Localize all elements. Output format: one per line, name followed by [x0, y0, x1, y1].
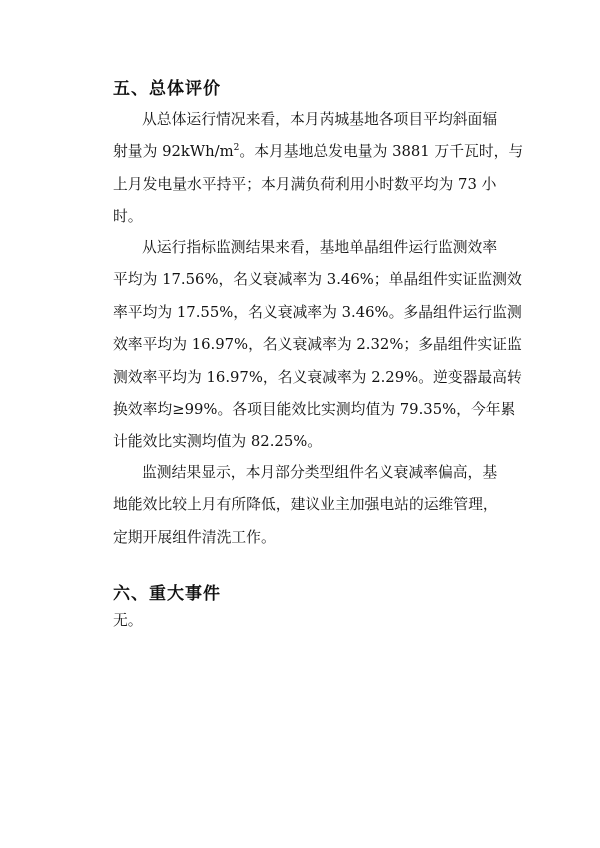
text-span: 。本月基地总发电量为 3881 万千瓦时，与 [239, 143, 524, 161]
paragraph-monitoring-results [113, 232, 522, 459]
text-line: 率平均为 17.55%，名义衰减率为 3.46%。多晶组件运行监测 [113, 303, 522, 321]
text-line: 无。 [113, 612, 143, 629]
text-line: 地能效比较上月有所降低，建议业主加强电站的运维管理， [113, 496, 498, 514]
paragraph-overall-operation [113, 104, 524, 234]
text-line: 测效率平均为 16.97%，名义衰减率为 2.29%。逆变器最高转 [113, 368, 522, 386]
text-line: 平均为 17.56%，名义衰减率为 3.46%；单晶组件实证监测效 [113, 271, 522, 289]
section-heading-major-events: 六、重大事件 [113, 584, 221, 604]
text-line: 上月发电量水平持平；本月满负荷利用小时数平均为 73 小 [113, 175, 497, 193]
text-line: 换效率均≥99%。各项目能效比实测均值为 79.35%，今年累 [113, 401, 516, 419]
text-line: 效率平均为 16.97%，名义衰减率为 2.32%；多晶组件实证监 [113, 336, 522, 354]
section-heading-overall-evaluation: 五、总体评价 [113, 79, 221, 99]
text-line: 监测结果显示，本月部分类型组件名义衰减率偏高，基 [142, 464, 498, 481]
text-span: 射量为 92kWh/m [113, 143, 234, 161]
text-line: 时。 [113, 208, 143, 226]
paragraph-major-events [113, 605, 495, 637]
text-line: 从运行指标监测结果来看，基地单晶组件运行监测效率 [142, 239, 498, 256]
paragraph-recommendation [113, 457, 498, 554]
text-line [113, 136, 524, 168]
text-line: 定期开展组件清洗工作。 [113, 528, 276, 546]
text-line: 从总体运行情况来看，本月芮城基地各项目平均斜面辐 [142, 111, 498, 128]
superscript: 2 [233, 143, 240, 154]
text-line: 计能效比实测均值为 82.25%。 [113, 433, 323, 451]
